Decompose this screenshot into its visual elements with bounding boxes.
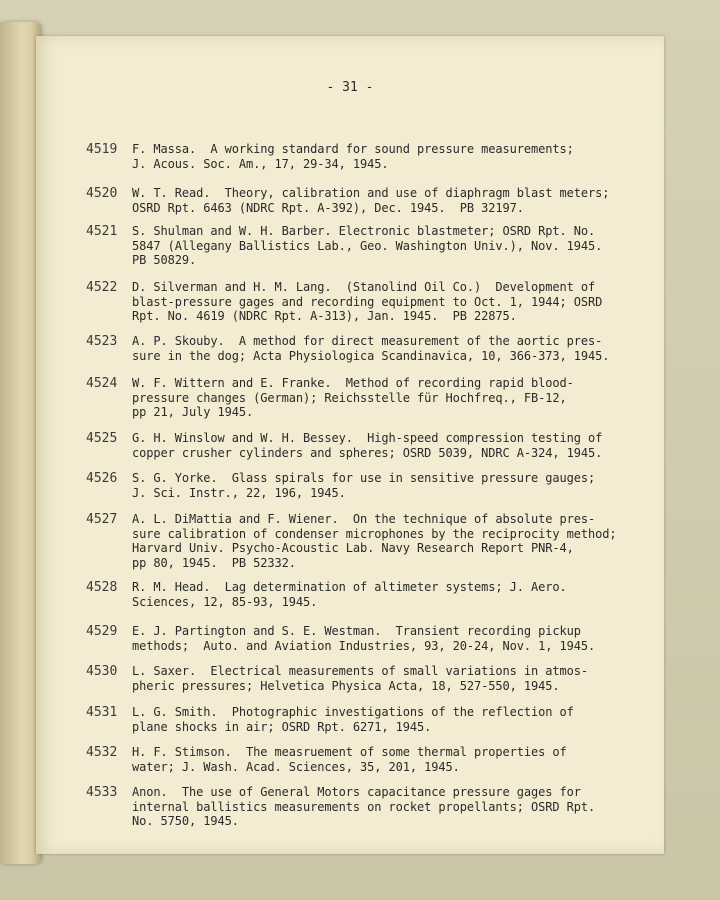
- entry-number: 4519: [86, 142, 118, 157]
- entry-text: L. G. Smith. Photographic investigations of the reflection of plane shocks in air; OSRD Rpt. 6271, 1945.: [132, 705, 574, 734]
- entry-number: 4523: [86, 334, 118, 349]
- entry-number: 4520: [86, 186, 118, 201]
- entry-number: 4522: [86, 280, 118, 295]
- entry-text: W. F. Wittern and E. Franke. Method of recording rapid blood- pressure changes (German); Reichsstelle für Hochfreq., FB-12, pp 21, July 1945.: [132, 376, 574, 419]
- entry-text: A. L. DiMattia and F. Wiener. On the technique of absolute pres- sure calibration of condenser microphones by the reciprocity method; Harvard Univ. Psycho-Acoustic Lab. Navy Research Report PNR-4, pp 80, 1945. PB 52332.: [132, 512, 617, 570]
- entry-text: W. T. Read. Theory, calibration and use of diaphragm blast meters; OSRD Rpt. 6463 (NDRC Rpt. A-392), Dec. 1945. PB 32197.: [132, 186, 610, 215]
- entry-text: F. Massa. A working standard for sound pressure measurements; J. Acous. Soc. Am., 17, 29-34, 1945.: [132, 142, 574, 171]
- entry-number: 4533: [86, 785, 118, 800]
- entry-number: 4524: [86, 376, 118, 391]
- entry-number: 4531: [86, 705, 118, 720]
- entry-text: H. F. Stimson. The measruement of some thermal properties of water; J. Wash. Acad. Sciences, 35, 201, 1945.: [132, 745, 567, 774]
- entry-text: E. J. Partington and S. E. Westman. Transient recording pickup methods; Auto. and Aviation Industries, 93, 20-24, Nov. 1, 1945.: [132, 624, 596, 653]
- entry-number: 4529: [86, 624, 118, 639]
- entry-text: G. H. Winslow and W. H. Bessey. High-speed compression testing of copper crusher cylinders and spheres; OSRD 5039, NDRC A-324, 1945.: [132, 431, 603, 460]
- entry-text: A. P. Skouby. A method for direct measurement of the aortic pres- sure in the dog; Acta Physiologica Scandinavica, 10, 366-373, 1945.: [132, 334, 610, 363]
- entry-text: L. Saxer. Electrical measurements of small variations in atmos- pheric pressures; Helvetica Physica Acta, 18, 527-550, 1945.: [132, 664, 588, 693]
- entry-number: 4532: [86, 745, 118, 760]
- entry-text: R. M. Head. Lag determination of altimeter systems; J. Aero. Sciences, 12, 85-93, 1945.: [132, 580, 567, 609]
- entry-number: 4521: [86, 224, 118, 239]
- document-page: [36, 36, 664, 854]
- entry-number: 4528: [86, 580, 118, 595]
- page-number: - 31 -: [326, 80, 374, 95]
- entry-number: 4526: [86, 471, 118, 486]
- entry-text: D. Silverman and H. M. Lang. (Stanolind Oil Co.) Development of blast-pressure gages and recording equipment to Oct. 1, 1944; OSRD Rpt. No. 4619 (NDRC Rpt. A-313), Jan. 1945. PB 22875.: [132, 280, 603, 323]
- entry-number: 4527: [86, 512, 118, 527]
- entry-text: S. G. Yorke. Glass spirals for use in sensitive pressure gauges; J. Sci. Instr., 22, 196, 1945.: [132, 471, 596, 500]
- entry-number: 4530: [86, 664, 118, 679]
- book-binding: [0, 22, 40, 864]
- entry-text: Anon. The use of General Motors capacitance pressure gages for internal ballistics measurements on rocket propellants; OSRD Rpt. No. 5750, 1945.: [132, 785, 596, 828]
- entry-text: S. Shulman and W. H. Barber. Electronic blastmeter; OSRD Rpt. No. 5847 (Allegany Ballistics Lab., Geo. Washington Univ.), Nov. 1945. PB 50829.: [132, 224, 603, 267]
- entry-number: 4525: [86, 431, 118, 446]
